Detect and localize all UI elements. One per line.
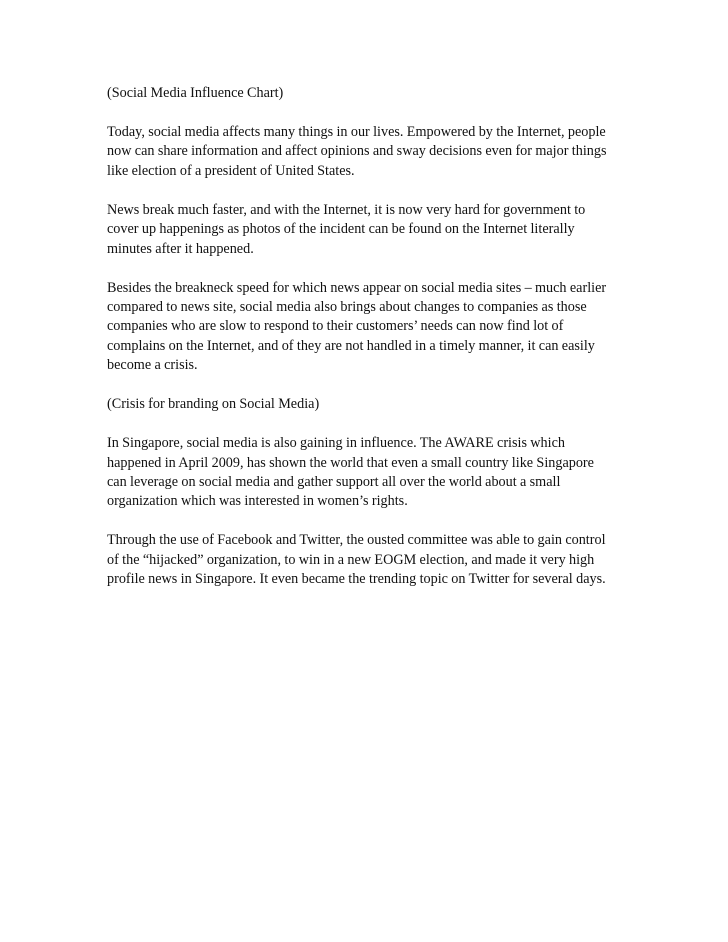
text-line: of the “hijacked” organization, to win in a new EOGM election, and made it very high bbox=[107, 551, 595, 568]
paragraph-singapore bbox=[107, 434, 622, 512]
text-line: compared to news site, social media also brings about changes to companies as those bbox=[107, 299, 587, 316]
paragraph-facebook-twitter bbox=[107, 531, 622, 589]
paragraph-companies bbox=[107, 279, 622, 376]
text-line: companies who are slow to respond to their customers’ needs can now find lot of bbox=[107, 318, 564, 335]
document-body bbox=[107, 84, 622, 609]
text-line: organization which was interested in women’s rights. bbox=[107, 493, 408, 510]
paragraph-intro bbox=[107, 123, 622, 181]
text-line: (Crisis for branding on Social Media) bbox=[107, 396, 320, 413]
text-line: can leverage on social media and gather support all over the world about a small bbox=[107, 474, 561, 491]
text-line: In Singapore, social media is also gaining in influence. The AWARE crisis which bbox=[107, 435, 565, 452]
text-line: News break much faster, and with the Internet, it is now very hard for government to bbox=[107, 201, 586, 218]
text-line: profile news in Singapore. It even became the trending topic on Twitter for several days. bbox=[107, 571, 606, 588]
text-line: complains on the Internet, and of they are not handled in a timely manner, it can easily bbox=[107, 337, 595, 354]
text-line: Besides the breakneck speed for which news appear on social media sites – much earlier bbox=[107, 279, 607, 296]
text-line: cover up happenings as photos of the incident can be found on the Internet literally bbox=[107, 221, 575, 238]
figure-placeholder-caption bbox=[107, 395, 622, 414]
text-line: like election of a president of United States. bbox=[107, 162, 355, 179]
text-line: Today, social media affects many things in our lives. Empowered by the Internet, people bbox=[107, 124, 606, 140]
text-line: Through the use of Facebook and Twitter, the ousted committee was able to gain control bbox=[107, 532, 606, 549]
text-line: become a crisis. bbox=[107, 357, 198, 374]
text-line: (Social Media Influence Chart) bbox=[107, 85, 284, 101]
figure-placeholder-caption bbox=[107, 84, 622, 103]
text-line: now can share information and affect opinions and sway decisions even for major things bbox=[107, 143, 607, 160]
text-line: minutes after it happened. bbox=[107, 240, 254, 257]
paragraph-news-speed bbox=[107, 201, 622, 259]
text-line: happened in April 2009, has shown the world that even a small country like Singapore bbox=[107, 454, 594, 471]
